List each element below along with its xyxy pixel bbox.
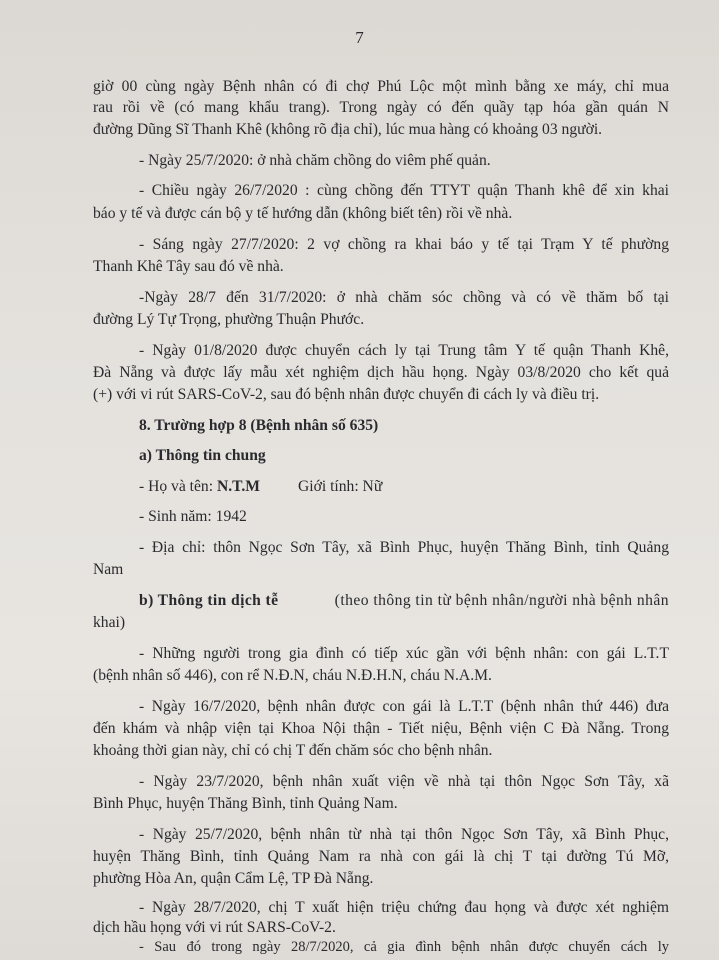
paragraph-line: rau rồi về (có mang khẩu trang). Trong ngày có đến quầy tạp hóa gần quán N (93, 99, 669, 116)
section-b-bold: b) Thông tin dịch tễ (139, 592, 279, 609)
paragraph-line: (+) với vi rút SARS-CoV-2, sau đó bệnh nhân được chuyển đi cách ly và điều trị. (93, 386, 600, 403)
paragraph-line: giờ 00 cùng ngày Bệnh nhân có đi chợ Phú Lộc một mình bằng xe máy, chỉ mua (93, 78, 669, 95)
paragraph-line: đường Lý Tự Trọng, phường Thuận Phước. (93, 311, 365, 328)
case-heading-text: 8. Trường hợp 8 (Bệnh nhân số 635) (139, 417, 379, 434)
paragraph-line: - Chiều ngày 26/7/2020 : cùng chồng đến TTYT quận Thanh khê để xin khai (139, 182, 669, 199)
paragraph-line: - Sáng ngày 27/7/2020: 2 vợ chồng ra khai báo y tế tại Trạm Y tế phường (139, 236, 669, 253)
case-heading (139, 416, 378, 436)
paragraph-line: - Ngày 25/7/2020, bệnh nhân từ nhà tại thôn Ngọc Sơn Tây, xã Bình Phục, (139, 826, 669, 843)
paragraph-line: dịch hầu họng với vi rút SARS-CoV-2. (93, 919, 336, 936)
paragraph-line: - Ngày 23/7/2020, bệnh nhân xuất viện về nhà tại thôn Ngọc Sơn Tây, xã (139, 773, 669, 790)
paragraph-line: (bệnh nhân số 446), con rể N.Đ.N, cháu N.Đ.H.N, cháu N.A.M. (93, 667, 492, 684)
paragraph-line: - Ngày 28/7/2020, chị T xuất hiện triệu chứng đau họng và được xét nghiệm (139, 899, 669, 916)
paragraph-line: Đà Nẵng và được lấy mẫu xét nghiệm dịch hầu họng. Ngày 03/8/2020 cho kết quả (93, 364, 669, 381)
paragraph-line: huyện Thăng Bình, tỉnh Quảng Nam ra nhà con gái là chị T tại đường Tú Mỡ, (93, 848, 669, 865)
section-a-text: a) Thông tin chung (139, 447, 266, 464)
name-line (139, 477, 260, 497)
section-a-heading (139, 446, 266, 466)
paragraph-line: - Ngày 01/8/2020 được chuyển cách ly tại Trung tâm Y tế quận Thanh Khê, (139, 342, 669, 359)
section-b-heading (139, 591, 669, 611)
paragraph-line: báo y tế và được cán bộ y tế hướng dẫn (không biết tên) rồi về nhà. (93, 205, 513, 222)
page-number: 7 (355, 28, 364, 47)
paragraph-line: Thanh Khê Tây sau đó về nhà. (93, 258, 284, 275)
gender-field: Giới tính: Nữ (298, 478, 383, 495)
paragraph-line: Bình Phục, huyện Thăng Bình, tỉnh Quảng Nam. (93, 795, 398, 812)
paragraph-line: - Ngày 25/7/2020: ở nhà chăm chồng do viêm phế quản. (139, 152, 491, 169)
paragraph-line: -Ngày 28/7 đến 31/7/2020: ở nhà chăm sóc chồng và có về thăm bố tại (139, 289, 669, 306)
paragraph-line: khai) (93, 614, 126, 631)
paragraph-line: khoảng thời gian này, chỉ có chị T đến chăm sóc cho bệnh nhân. (93, 742, 493, 759)
birth-year: - Sinh năm: 1942 (139, 508, 247, 525)
section-b-rest: (theo thông tin từ bệnh nhân/người nhà bệnh nhân (330, 592, 669, 609)
paragraph-line: đến khám và nhập viện tại Khoa Nội thận - Tiết niệu, Bệnh viện C Đà Nẵng. Trong (93, 720, 669, 737)
address-line: - Địa chỉ: thôn Ngọc Sơn Tây, xã Bình Phục, huyện Thăng Bình, tỉnh Quảng (139, 539, 669, 556)
paragraph-line: - Những người trong gia đình có tiếp xúc gần với bệnh nhân: con gái L.T.T (139, 645, 669, 662)
paragraph-line: - Sau đó trong ngày 28/7/2020, cả gia đình bệnh nhân được chuyển cách ly (139, 939, 669, 955)
name-value: N.T.M (216, 478, 260, 495)
address-line: Nam (93, 561, 124, 578)
name-label: - Họ và tên: (139, 478, 217, 495)
paragraph-line: - Ngày 16/7/2020, bệnh nhân được con gái là L.T.T (bệnh nhân thứ 446) đưa (139, 698, 669, 715)
paragraph-line: phường Hòa An, quận Cẩm Lệ, TP Đà Nẵng. (93, 870, 374, 887)
paragraph-line: đường Dũng Sĩ Thanh Khê (không rõ địa chỉ), lúc mua hàng có khoảng 03 người. (93, 121, 603, 138)
